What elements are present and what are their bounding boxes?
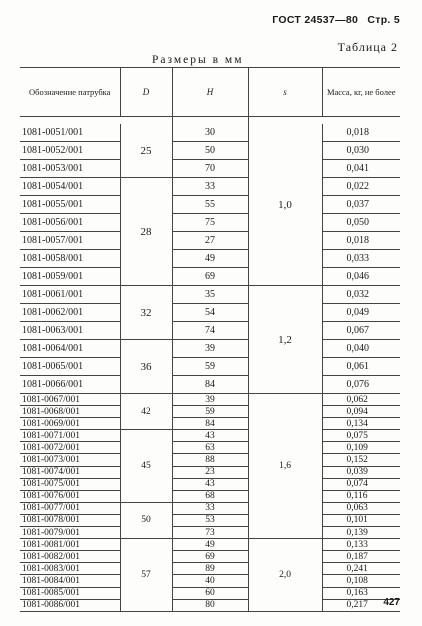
cell-h: 63 [172, 442, 248, 454]
table-row [20, 466, 400, 478]
cell-code: 1081-0073/001 [20, 454, 120, 466]
cell-mass: 0,063 [322, 502, 400, 514]
cell-d: 36 [120, 340, 172, 394]
cell-d: 28 [120, 178, 172, 286]
cell-h: 23 [172, 466, 248, 478]
cell-code: 1081-0065/001 [20, 358, 120, 376]
table-row [20, 304, 400, 322]
cell-h: 49 [172, 539, 248, 551]
table-row [20, 394, 400, 406]
table-label: Таблица 2 [337, 40, 398, 54]
cell-mass: 0,041 [322, 160, 400, 178]
cell-d: 45 [120, 430, 172, 503]
cell-mass: 0,037 [322, 196, 400, 214]
cell-h: 89 [172, 563, 248, 575]
cell-code: 1081-0067/001 [20, 394, 120, 406]
table-row [20, 322, 400, 340]
cell-code: 1081-0072/001 [20, 442, 120, 454]
cell-code: 1081-0077/001 [20, 502, 120, 514]
cell-code: 1081-0059/001 [20, 268, 120, 286]
cell-mass: 0,134 [322, 418, 400, 430]
cell-h: 59 [172, 358, 248, 376]
cell-code: 1081-0052/001 [20, 142, 120, 160]
table-row [20, 268, 400, 286]
cell-code: 1081-0075/001 [20, 478, 120, 490]
table-row [20, 232, 400, 250]
table-row [20, 340, 400, 358]
table-row [20, 490, 400, 502]
cell-h: 39 [172, 394, 248, 406]
page-ref: Стр. 5 [367, 14, 400, 26]
cell-h: 33 [172, 502, 248, 514]
cell-h: 68 [172, 490, 248, 502]
table-row [20, 160, 400, 178]
cell-mass: 0,018 [322, 232, 400, 250]
table-row [20, 587, 400, 599]
cell-mass: 0,133 [322, 539, 400, 551]
cell-code: 1081-0061/001 [20, 286, 120, 304]
cell-h: 84 [172, 376, 248, 394]
cell-mass: 0,187 [322, 551, 400, 563]
cell-s: 2,0 [248, 539, 322, 612]
cell-h: 43 [172, 478, 248, 490]
cell-mass: 0,018 [322, 124, 400, 142]
table-row [20, 214, 400, 232]
cell-mass: 0,040 [322, 340, 400, 358]
table-row [20, 358, 400, 376]
cell-d: 50 [120, 502, 172, 538]
col-header-d: D [120, 68, 172, 117]
cell-mass: 0,217 [322, 599, 400, 611]
table-row [20, 124, 400, 142]
cell-h: 74 [172, 322, 248, 340]
cell-h: 73 [172, 527, 248, 539]
cell-code: 1081-0084/001 [20, 575, 120, 587]
table-row [20, 286, 400, 304]
cell-code: 1081-0054/001 [20, 178, 120, 196]
cell-code: 1081-0055/001 [20, 196, 120, 214]
cell-mass: 0,076 [322, 376, 400, 394]
cell-h: 84 [172, 418, 248, 430]
table-row [20, 539, 400, 551]
gost-number: ГОСТ 24537—80 [272, 14, 359, 26]
cell-mass: 0,075 [322, 430, 400, 442]
cell-s: 1,6 [248, 394, 322, 539]
cell-code: 1081-0081/001 [20, 539, 120, 551]
cell-mass: 0,022 [322, 178, 400, 196]
cell-s: 1,0 [248, 124, 322, 286]
cell-mass: 0,139 [322, 527, 400, 539]
cell-code: 1081-0085/001 [20, 587, 120, 599]
table-row [20, 442, 400, 454]
table-row [20, 376, 400, 394]
cell-h: 39 [172, 340, 248, 358]
cell-code: 1081-0082/001 [20, 551, 120, 563]
cell-mass: 0,094 [322, 406, 400, 418]
cell-h: 53 [172, 514, 248, 526]
cell-h: 55 [172, 196, 248, 214]
cell-mass: 0,050 [322, 214, 400, 232]
table-row [20, 250, 400, 268]
cell-h: 88 [172, 454, 248, 466]
table-row [20, 502, 400, 514]
cell-d: 42 [120, 394, 172, 430]
table-row [20, 454, 400, 466]
table-row [20, 575, 400, 587]
cell-mass: 0,241 [322, 563, 400, 575]
cell-code: 1081-0063/001 [20, 322, 120, 340]
cell-h: 54 [172, 304, 248, 322]
cell-d: 25 [120, 124, 172, 178]
table-row [20, 478, 400, 490]
cell-mass: 0,062 [322, 394, 400, 406]
cell-h: 49 [172, 250, 248, 268]
cell-code: 1081-0058/001 [20, 250, 120, 268]
cell-h: 69 [172, 268, 248, 286]
cell-code: 1081-0062/001 [20, 304, 120, 322]
table-row [20, 430, 400, 442]
table-row [20, 514, 400, 526]
cell-code: 1081-0069/001 [20, 418, 120, 430]
cell-code: 1081-0051/001 [20, 124, 120, 142]
units-caption: Размеры в мм [152, 54, 244, 66]
cell-mass: 0,108 [322, 575, 400, 587]
cell-mass: 0,116 [322, 490, 400, 502]
table-row [20, 563, 400, 575]
col-header-s: s [248, 68, 322, 117]
cell-d: 57 [120, 539, 172, 612]
cell-code: 1081-0066/001 [20, 376, 120, 394]
cell-mass: 0,046 [322, 268, 400, 286]
cell-h: 35 [172, 286, 248, 304]
page-number: 427 [383, 597, 400, 608]
col-header-mass: Масса, кг, не более [322, 68, 400, 117]
cell-h: 40 [172, 575, 248, 587]
cell-d: 32 [120, 286, 172, 340]
cell-code: 1081-0083/001 [20, 563, 120, 575]
cell-h: 80 [172, 599, 248, 611]
cell-mass: 0,033 [322, 250, 400, 268]
cell-mass: 0,152 [322, 454, 400, 466]
cell-h: 50 [172, 142, 248, 160]
cell-mass: 0,109 [322, 442, 400, 454]
cell-code: 1081-0074/001 [20, 466, 120, 478]
cell-code: 1081-0076/001 [20, 490, 120, 502]
cell-mass: 0,061 [322, 358, 400, 376]
cell-h: 30 [172, 124, 248, 142]
cell-h: 59 [172, 406, 248, 418]
cell-mass: 0,067 [322, 322, 400, 340]
cell-h: 70 [172, 160, 248, 178]
cell-mass: 0,074 [322, 478, 400, 490]
table-row [20, 406, 400, 418]
table-row [20, 551, 400, 563]
table-row [20, 527, 400, 539]
cell-mass: 0,163 [322, 587, 400, 599]
cell-h: 75 [172, 214, 248, 232]
cell-code: 1081-0056/001 [20, 214, 120, 232]
cell-code: 1081-0079/001 [20, 527, 120, 539]
cell-mass: 0,030 [322, 142, 400, 160]
table-row [20, 599, 400, 611]
table-row [20, 418, 400, 430]
cell-code: 1081-0071/001 [20, 430, 120, 442]
dimensions-table [20, 67, 400, 612]
table-body-compact [20, 394, 400, 612]
cell-code: 1081-0068/001 [20, 406, 120, 418]
cell-code: 1081-0078/001 [20, 514, 120, 526]
cell-code: 1081-0086/001 [20, 599, 120, 611]
cell-code: 1081-0064/001 [20, 340, 120, 358]
cell-mass: 0,039 [322, 466, 400, 478]
table-body-normal [20, 117, 400, 394]
cell-mass: 0,049 [322, 304, 400, 322]
cell-h: 27 [172, 232, 248, 250]
cell-mass: 0,032 [322, 286, 400, 304]
table-row [20, 142, 400, 160]
page-header [272, 14, 400, 26]
cell-h: 60 [172, 587, 248, 599]
table-row [20, 178, 400, 196]
cell-s: 1,2 [248, 286, 322, 394]
col-header-code: Обозначение патрубка [20, 68, 120, 117]
cell-code: 1081-0053/001 [20, 160, 120, 178]
table-row [20, 196, 400, 214]
col-header-h: H [172, 68, 248, 117]
cell-mass: 0,101 [322, 514, 400, 526]
cell-h: 69 [172, 551, 248, 563]
cell-code: 1081-0057/001 [20, 232, 120, 250]
cell-h: 33 [172, 178, 248, 196]
cell-h: 43 [172, 430, 248, 442]
